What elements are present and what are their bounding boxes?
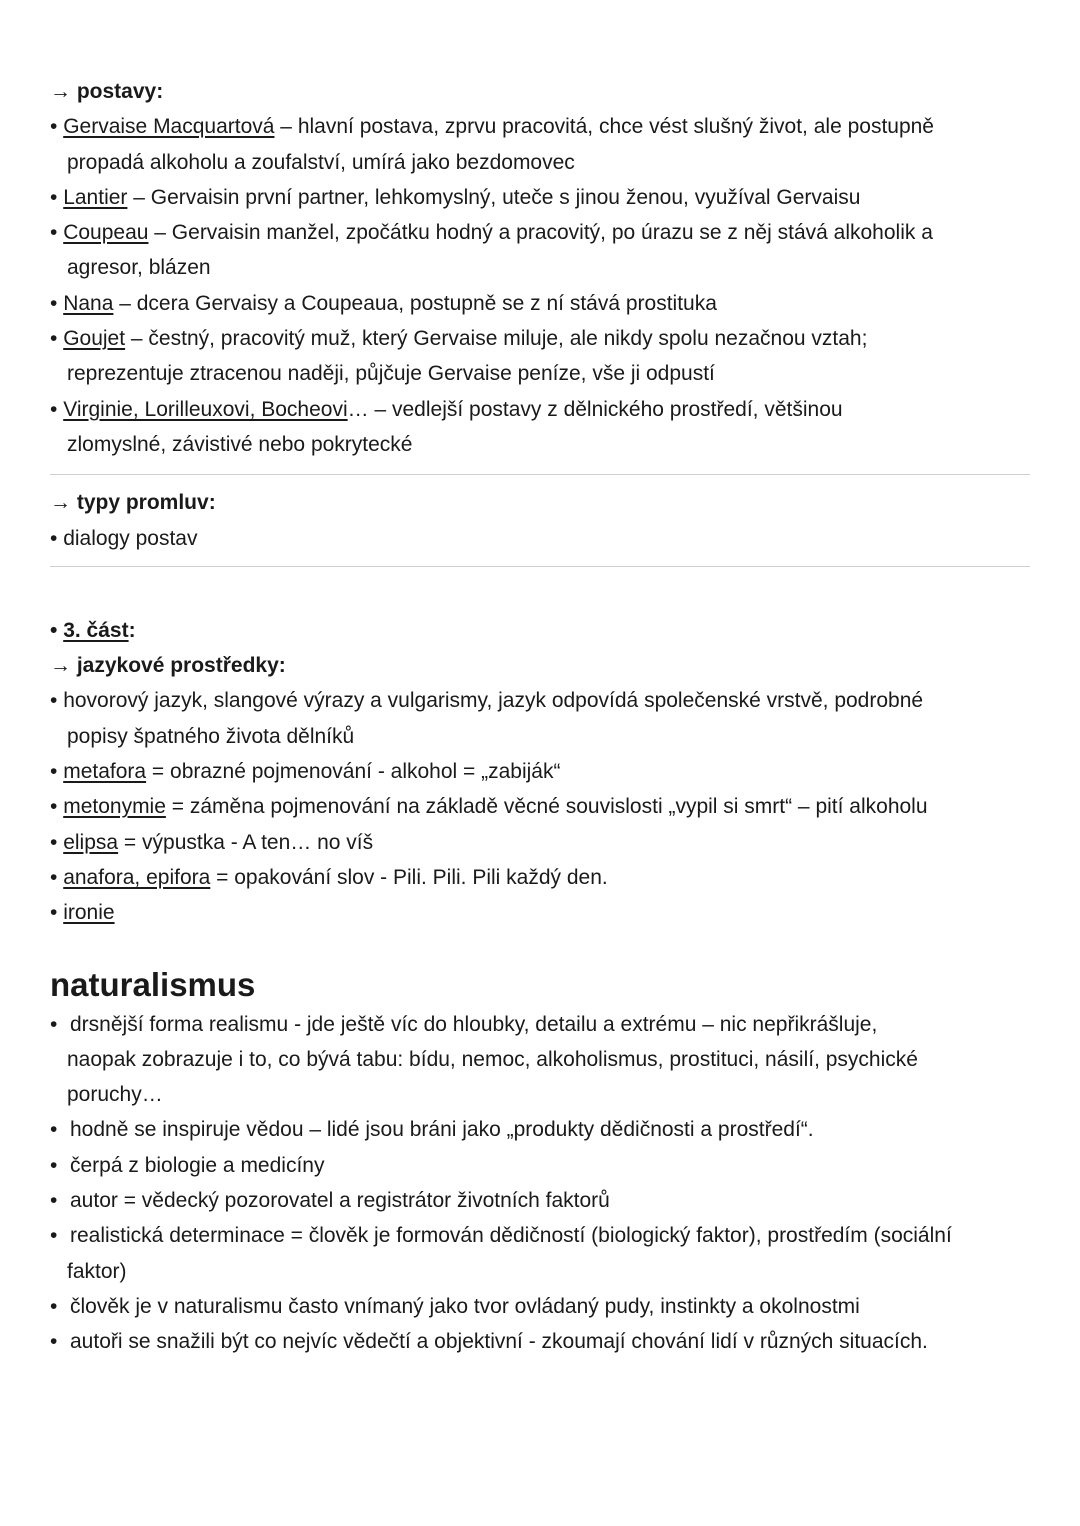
document-content — [50, 74, 1035, 1360]
list-item — [50, 392, 1035, 463]
bullet: • — [50, 618, 58, 642]
figure-term: ironie — [63, 901, 115, 925]
bullet: • — [50, 185, 58, 209]
list-item — [50, 860, 1035, 895]
bullet: • — [50, 1118, 58, 1142]
list-item — [50, 521, 1035, 556]
figure-term: anafora, epifora — [63, 865, 211, 889]
list-item — [50, 825, 1035, 860]
figure-term: metafora — [63, 760, 147, 784]
bullet: • — [50, 1153, 58, 1177]
bullet: • — [50, 1330, 58, 1354]
bullet: • — [50, 1012, 58, 1036]
figure-term: elipsa — [63, 830, 119, 854]
character-name: Virginie, Lorilleuxovi, Bocheovi — [63, 397, 348, 421]
bullet: • — [50, 865, 58, 889]
character-name: Lantier — [63, 185, 128, 209]
list-item — [50, 895, 1035, 930]
bullet: • — [50, 526, 58, 550]
bullet: • — [50, 115, 58, 139]
list-item-text: dialogy postav — [63, 526, 198, 550]
bullet: • — [50, 291, 58, 315]
list-item — [50, 215, 1035, 286]
bullet: • — [50, 760, 58, 784]
character-description-continued: zlomyslné, závistivé nebo pokrytecké — [67, 432, 413, 456]
list-item: • autoři se snažili být co nejvíc vědečtí a objektivní - zkoumají chování lidí v různých situacích. — [50, 1324, 1035, 1359]
list-item — [50, 180, 1035, 215]
bullet: • — [50, 327, 58, 351]
list-item — [50, 109, 1035, 180]
part-heading: • 3. část: — [50, 618, 136, 642]
character-name: Goujet — [63, 327, 126, 351]
list-item-text-continued: popisy špatného života dělníků — [67, 724, 355, 748]
list-item: • drsnější forma realismu - jde ještě víc do hloubky, detailu a extrému – nic nepřikrášluje, naopak zobrazuje i to, co bývá tabu: bídu, nemoc, alkoholismus, prostituci, násilí, psychické poruchy… — [50, 1007, 1035, 1113]
list-item — [50, 683, 1035, 754]
list-item — [50, 789, 1035, 824]
section-heading-postavy: → postavy: — [50, 80, 164, 103]
list-item — [50, 754, 1035, 789]
bullet: • — [50, 795, 58, 819]
bullet: • — [50, 397, 58, 421]
list-item: • autor = vědecký pozorovatel a registrátor životních faktorů — [50, 1183, 1035, 1218]
bullet: • — [50, 689, 58, 713]
bullet: • — [50, 830, 58, 854]
character-description: – hlavní postava, zprvu pracovitá, chce vést slušný život, ale postupně — [274, 115, 934, 139]
divider — [50, 474, 1030, 475]
bullet: • — [50, 901, 58, 925]
figure-description: = záměna pojmenování na základě věcné souvislosti „vypil si smrt“ – pití alkoholu — [165, 795, 928, 819]
part-label: 3. část — [63, 618, 129, 642]
figure-description: = opakování slov - Pili. Pili. Pili každý den. — [210, 865, 608, 889]
figure-description: = výpustka - A ten… no víš — [118, 830, 374, 854]
character-description: – Gervaisin manžel, zpočátku hodný a pracovitý, po úrazu se z něj stává alkoholik a — [148, 221, 933, 245]
list-item: • člověk je v naturalismu často vnímaný jako tvor ovládaný pudy, instinkty a okolnostmi — [50, 1289, 1035, 1324]
list-item: • hodně se inspiruje vědou – lidé jsou bráni jako „produkty dědičnosti a prostředí“. — [50, 1112, 1035, 1147]
list-item — [50, 321, 1035, 392]
bullet: • — [50, 1294, 58, 1318]
section-heading-jazykove: → jazykové prostředky: — [50, 654, 286, 678]
character-name: Nana — [63, 291, 114, 315]
character-description-continued: agresor, blázen — [67, 256, 211, 280]
section-heading-promluvy: → typy promluv: — [50, 491, 216, 515]
list-item-text: hovorový jazyk, slangové výrazy a vulgarismy, jazyk odpovídá společenské vrstvě, podrobné — [63, 689, 924, 713]
section-title-naturalismus: naturalismus — [50, 965, 256, 1003]
character-description-continued: reprezentuje ztracenou naději, půjčuje Gervaise peníze, vše ji odpustí — [67, 362, 715, 386]
character-description-continued: propadá alkoholu a zoufalství, umírá jako bezdomovec — [67, 150, 575, 174]
list-item: • realistická determinace = člověk je formován dědičností (biologický faktor), prostředím (sociální faktor) — [50, 1218, 1035, 1289]
bullet: • — [50, 1224, 58, 1248]
character-description: – Gervaisin první partner, lehkomyslný, uteče s jinou ženou, využíval Gervaisu — [127, 185, 861, 209]
list-item — [50, 286, 1035, 321]
character-name: Gervaise Macquartová — [63, 115, 275, 139]
bullet: • — [50, 1189, 58, 1213]
figure-term: metonymie — [63, 795, 166, 819]
character-description: … – vedlejší postavy z dělnického prostředí, většinou — [347, 397, 843, 421]
character-name: Coupeau — [63, 221, 149, 245]
bullet: • — [50, 221, 58, 245]
character-description: – dcera Gervaisy a Coupeaua, postupně se z ní stává prostituka — [113, 291, 717, 315]
list-item: • čerpá z biologie a medicíny — [50, 1148, 1035, 1183]
figure-description: = obrazné pojmenování - alkohol = „zabiják“ — [146, 760, 561, 784]
character-description: – čestný, pracovitý muž, který Gervaise miluje, ale nikdy spolu nezačnou vztah; — [125, 327, 868, 351]
